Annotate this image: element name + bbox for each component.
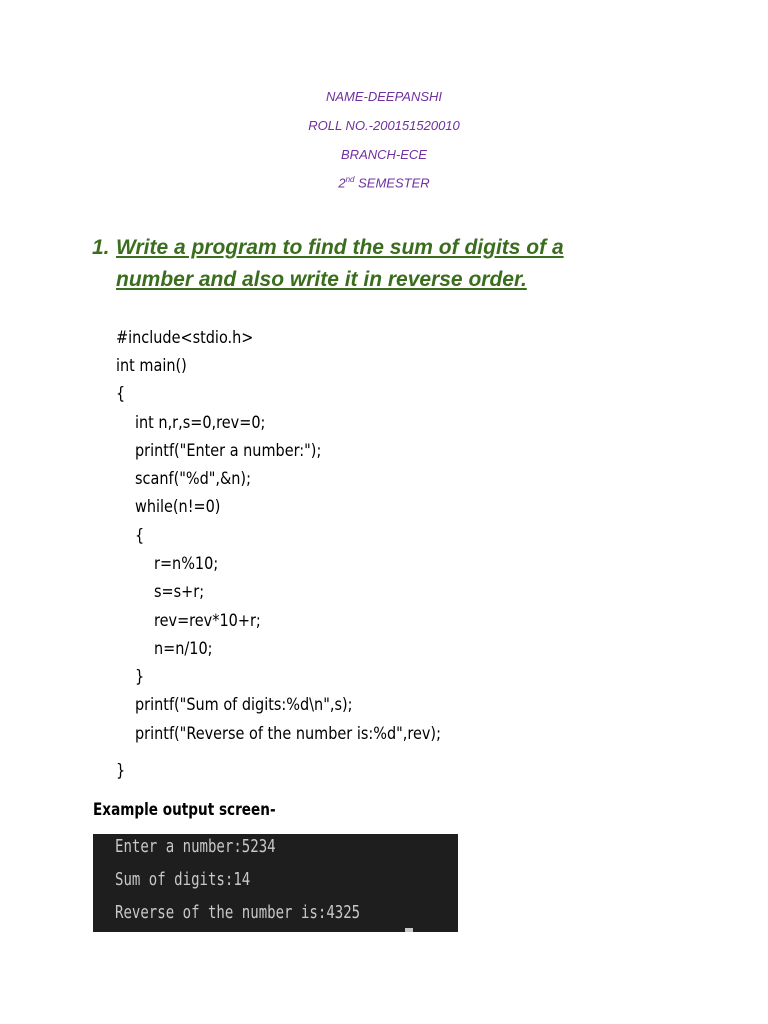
code-line: printf("Sum of digits:%d\n",s); [135,695,353,715]
code-line: } [116,761,126,781]
terminal-line: Enter a number:5234 [115,836,276,857]
code-line: int n,r,s=0,rev=0; [135,413,266,433]
branch: BRANCH-ECE [341,147,427,162]
roll-number: ROLL NO.-200151520010 [308,118,460,133]
code-line: scanf("%d",&n); [135,469,251,489]
question-number: 1. [92,236,110,259]
code-line: printf("Reverse of the number is:%d",rev); [135,724,441,744]
code-line: } [135,667,145,687]
code-line: int main() [116,356,187,376]
code-line: printf("Enter a number:"); [135,441,322,461]
example-output-label: Example output screen- [93,800,276,820]
code-line: while(n!=0) [135,497,221,517]
terminal-line: Sum of digits:14 [115,869,251,890]
code-line: n=n/10; [154,639,213,659]
terminal-output [93,834,458,932]
code-line: r=n%10; [154,554,219,574]
semester-number: 2 [338,175,346,191]
student-name: NAME-DEEPANSHI [325,89,443,104]
code-line: { [135,526,145,546]
question-text: Write a program to find the sum of digits of a number and also write it in reverse order. [116,236,564,291]
semester-word: SEMESTER [354,175,430,191]
code-line: rev=rev*10+r; [154,611,261,631]
terminal-line: Reverse of the number is:4325 [115,902,361,923]
semester [0,175,768,190]
code-line: #include<stdio.h> [116,328,254,348]
code-line: s=s+r; [154,582,205,602]
semester-ordinal: nd [345,175,355,184]
code-line: { [116,384,126,404]
terminal-cursor [405,928,413,932]
